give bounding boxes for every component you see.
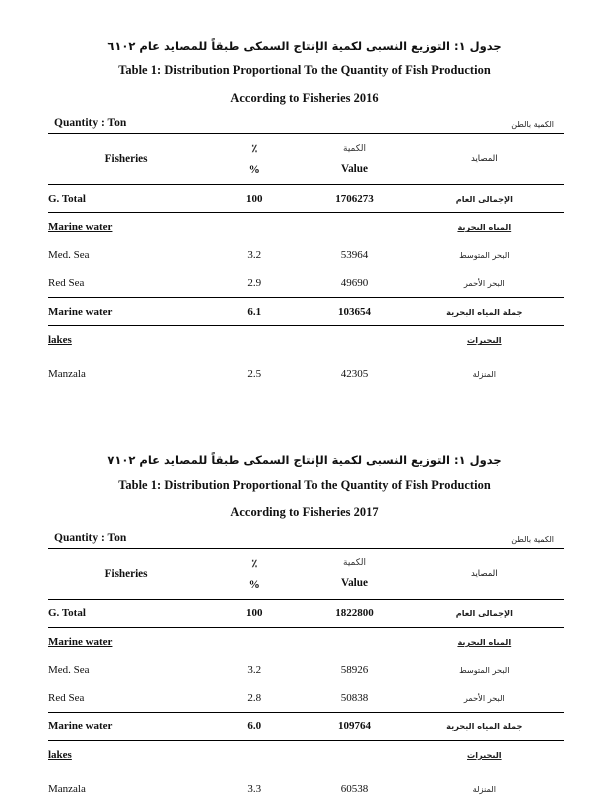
header-fisheries-ar: المصايد [405, 548, 564, 599]
row-name-ar [405, 326, 564, 355]
fisheries-table-2017 [48, 548, 564, 809]
table-header-row [48, 548, 564, 599]
row-name-en-text: lakes [48, 748, 72, 761]
row-value: 109764 [304, 712, 404, 740]
table-row [48, 269, 564, 298]
row-value: 60538 [340, 782, 369, 795]
row-percent: 100 [204, 599, 304, 627]
header-value [304, 134, 404, 185]
row-percent: 6.0 [204, 712, 304, 740]
row-value: 42305 [340, 368, 369, 381]
row-name-en: Red Sea [48, 277, 85, 290]
table-block-2017 [0, 452, 609, 808]
header-fisheries-en-label: Fisheries [104, 567, 148, 580]
header-value-arabic: الكمية [343, 558, 366, 569]
table-row [48, 627, 564, 656]
row-percent [204, 740, 304, 769]
row-name-ar: البحر الأحمر [463, 278, 505, 289]
row-name-ar-text: المياه البحرية [457, 636, 512, 647]
table-row [48, 769, 564, 809]
row-percent: 2.8 [247, 691, 262, 704]
row-percent: 6.1 [204, 298, 304, 326]
row-percent: 2.9 [247, 277, 262, 290]
header-value-arabic: الكمية [343, 143, 366, 154]
row-name-en: G. Total [48, 185, 204, 213]
row-name-ar: البحر المتوسط [459, 664, 510, 675]
header-fisheries-en [48, 548, 204, 599]
header-value-english: Value [341, 577, 368, 590]
row-name-ar: جملة المياه البحرية [405, 298, 564, 326]
table-title-arabic: جدول ١: التوزيع النسبى لكمية الإنتاج السمكى طبقاً للمصايد عام ٢٠١٧ [107, 453, 502, 468]
row-value: 103654 [304, 298, 404, 326]
table-row [48, 326, 564, 355]
row-name-en: Med. Sea [48, 249, 90, 262]
row-value [304, 627, 404, 656]
table-separator-gap [0, 394, 609, 452]
header-value-english: Value [341, 162, 368, 175]
header-percent [204, 134, 304, 185]
table-row [48, 712, 564, 740]
row-name-ar-text: المياه البحرية [457, 222, 512, 233]
row-name-en-text: Marine water [48, 221, 113, 234]
header-fisheries-en-label: Fisheries [104, 153, 148, 166]
row-name-en: Red Sea [48, 691, 85, 704]
row-name-ar: المنزلة [472, 369, 496, 380]
table-title-english-line1: Table 1: Distribution Proportional To the Quantity of Fish Production [118, 477, 491, 492]
row-value: 53964 [340, 249, 369, 262]
row-value: 49690 [340, 277, 369, 290]
header-percent-arabic: ٪ [251, 143, 258, 156]
table-row [48, 298, 564, 326]
row-name-ar: الإجمالى العام [405, 185, 564, 213]
table-title-english-line1: Table 1: Distribution Proportional To the Quantity of Fish Production [118, 63, 491, 78]
row-name-en: G. Total [48, 599, 204, 627]
row-value [304, 326, 404, 355]
row-percent [204, 326, 304, 355]
table-row [48, 185, 564, 213]
row-value [304, 740, 404, 769]
row-name-ar: الإجمالى العام [405, 599, 564, 627]
row-percent [204, 627, 304, 656]
table-title-arabic: جدول ١: التوزيع النسبى لكمية الإنتاج السمكى طبقاً للمصايد عام ٢٠١٦ [107, 39, 502, 53]
row-name-ar: البحر المتوسط [459, 250, 510, 261]
row-value: 1822800 [304, 599, 404, 627]
table-row [48, 599, 564, 627]
table-titles-2017 [0, 452, 609, 521]
row-percent: 3.2 [247, 249, 262, 262]
header-fisheries-en [48, 134, 204, 185]
row-value: 58926 [340, 663, 369, 676]
quantity-unit-row [48, 117, 564, 129]
row-name-en-text: lakes [48, 334, 72, 347]
row-name-en [48, 326, 204, 355]
row-name-ar: المنزلة [472, 783, 496, 794]
row-percent: 3.2 [247, 663, 262, 676]
header-fisheries-ar: المصايد [405, 134, 564, 185]
row-name-en: Med. Sea [48, 663, 90, 676]
table-row [48, 241, 564, 269]
header-percent [204, 548, 304, 599]
header-percent-english: % [248, 578, 260, 591]
row-name-ar-text: البحيرات [467, 335, 502, 346]
table-row [48, 684, 564, 713]
row-name-ar [405, 740, 564, 769]
row-name-en: Marine water [48, 298, 204, 326]
table-row [48, 656, 564, 684]
row-value [304, 213, 404, 242]
table-title-english-line2: According to Fisheries 2016 [230, 90, 379, 105]
header-value [304, 548, 404, 599]
table-block-2016 [0, 0, 609, 394]
row-name-en [48, 213, 204, 242]
quantity-unit-row [48, 532, 564, 544]
row-name-ar [405, 627, 564, 656]
table-row [48, 213, 564, 242]
quantity-label-arabic: الكمية بالطن [511, 120, 554, 130]
header-percent-english: % [248, 164, 260, 177]
row-name-en: Manzala [48, 782, 86, 795]
header-percent-arabic: ٪ [251, 557, 258, 570]
row-name-en [48, 627, 204, 656]
row-name-ar [405, 213, 564, 242]
table-header-row [48, 134, 564, 185]
row-name-en: Manzala [48, 368, 86, 381]
row-name-en-text: Marine water [48, 635, 113, 648]
row-percent: 3.3 [247, 782, 262, 795]
quantity-label-arabic: الكمية بالطن [511, 534, 554, 544]
row-name-ar-text: البحيرات [467, 749, 502, 760]
row-name-ar: البحر الأحمر [463, 692, 505, 703]
table-row [48, 354, 564, 394]
quantity-label-english: Quantity : Ton [54, 531, 127, 544]
row-value: 50838 [340, 691, 369, 704]
row-percent [204, 213, 304, 242]
row-percent: 100 [204, 185, 304, 213]
row-name-ar: جملة المياه البحرية [405, 712, 564, 740]
row-percent: 2.5 [247, 368, 262, 381]
table-titles-2016 [0, 38, 609, 107]
table-title-english-line2: According to Fisheries 2017 [230, 505, 379, 520]
quantity-label-english: Quantity : Ton [54, 117, 127, 130]
table-row [48, 740, 564, 769]
fisheries-table-2016 [48, 133, 564, 394]
row-name-en: Marine water [48, 712, 204, 740]
row-name-en [48, 740, 204, 769]
row-value: 1706273 [304, 185, 404, 213]
